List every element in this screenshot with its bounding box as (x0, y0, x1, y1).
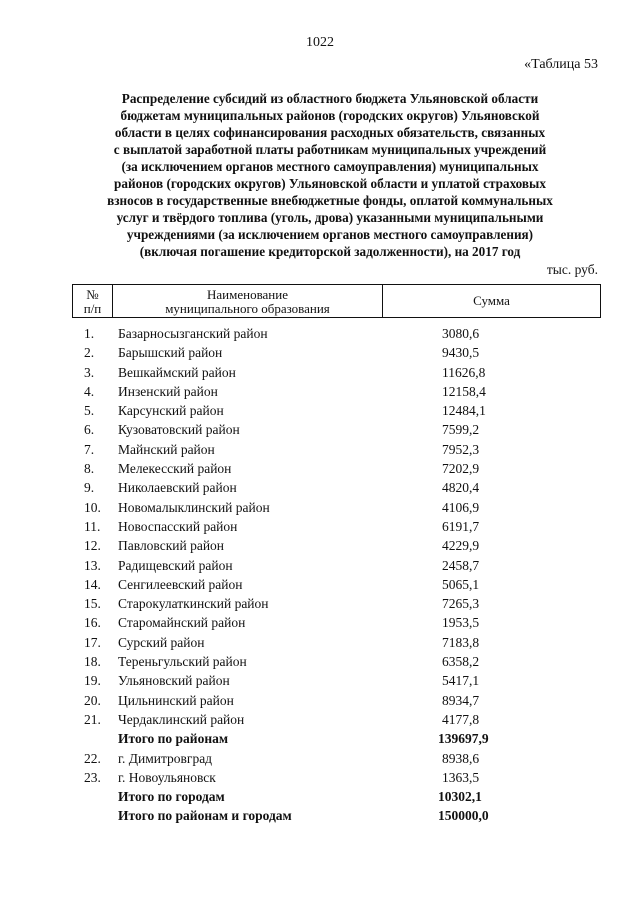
row-sum: 7599,2 (442, 422, 480, 438)
row-name: Старокулаткинский район (118, 596, 269, 612)
row-number: 19. (84, 673, 101, 689)
row-sum: 10302,1 (438, 789, 482, 805)
table-row (72, 324, 601, 343)
row-name: Кузоватовский район (118, 422, 240, 438)
table-row (72, 633, 601, 652)
row-sum: 4229,9 (442, 538, 480, 554)
row-number: 12. (84, 538, 101, 554)
table-row (72, 420, 601, 439)
header-name-line1: Наименование (207, 287, 288, 302)
row-sum: 7265,3 (442, 596, 480, 612)
row-sum: 6191,7 (442, 518, 480, 534)
row-name: Тереньгульский район (118, 654, 247, 670)
header-name-line2: муниципального образования (165, 301, 330, 316)
total-row (72, 806, 601, 825)
title-line: с выплатой заработной платы работникам муниципальных учреждений (113, 142, 547, 157)
row-name: Мелекесский район (118, 461, 232, 477)
table-row (72, 343, 601, 362)
row-name: Николаевский район (118, 480, 237, 496)
table-row (72, 478, 601, 497)
row-sum: 3080,6 (442, 326, 480, 341)
table-reference: «Таблица 53 (524, 57, 598, 72)
row-number: 15. (84, 596, 101, 612)
title-line: Распределение субсидий из областного бюджета Ульяновской области (121, 91, 539, 106)
row-name: Цильнинский район (118, 692, 234, 708)
row-sum: 8934,7 (442, 692, 480, 708)
row-sum: 150000,0 (438, 808, 489, 824)
table-row (72, 440, 601, 459)
table-row (72, 556, 601, 575)
row-number: 4. (84, 383, 95, 399)
row-name: Майнский район (118, 441, 215, 457)
table-header (72, 284, 601, 318)
row-sum: 4820,4 (442, 480, 480, 496)
row-number: 2. (84, 345, 95, 361)
table-row (72, 575, 601, 594)
title-line: бюджетам муниципальных районов (городских округов) Ульяновской (120, 108, 540, 123)
row-sum: 5065,1 (442, 576, 480, 592)
row-name: Базарносызганский район (118, 326, 268, 341)
header-number-column (73, 285, 113, 317)
row-number: 8. (84, 461, 95, 477)
row-sum: 5417,1 (442, 673, 480, 689)
header-sum-column: Сумма (473, 293, 510, 308)
row-sum: 2458,7 (442, 557, 480, 573)
title-line: учреждениями (за исключением органов местного самоуправления) (126, 227, 534, 242)
row-name: Сенгилеевский район (118, 576, 243, 592)
row-name: Итого по районам и городам (118, 808, 292, 824)
row-sum: 4106,9 (442, 499, 480, 515)
table-row (72, 594, 601, 613)
row-number: 16. (84, 615, 101, 631)
total-row (72, 787, 601, 806)
row-name: Инзенский район (118, 383, 218, 399)
row-number: 22. (84, 750, 101, 766)
row-sum: 11626,8 (442, 364, 486, 380)
table-row (72, 613, 601, 632)
row-number: 23. (84, 769, 101, 785)
table-row (72, 671, 601, 690)
row-name: Радищевский район (118, 557, 233, 573)
row-number: 20. (84, 692, 101, 708)
header-name-column (113, 285, 383, 317)
title-line: (включая погашение кредиторской задолженности), на 2017 год (139, 244, 521, 259)
row-name: г. Димитровград (118, 750, 213, 766)
table-row (72, 363, 601, 382)
table-body (72, 324, 601, 826)
header-number-line1: № (86, 287, 99, 302)
row-name: Итого по районам (118, 731, 229, 747)
table-row (72, 401, 601, 420)
table-row (72, 498, 601, 517)
row-sum: 12484,1 (442, 403, 486, 419)
title-line: (за исключением органов местного самоуправления) муниципальных (121, 159, 539, 174)
row-number: 7. (84, 441, 95, 457)
title-line: области в целях софинансирования расходных обязательств, связанных (114, 125, 546, 140)
row-name: Новоспасский район (118, 518, 238, 534)
row-name: Новомалыклинский район (118, 499, 270, 515)
row-sum: 139697,9 (438, 731, 489, 747)
table-row (72, 691, 601, 710)
row-sum: 4177,8 (442, 711, 480, 727)
total-row (72, 729, 601, 748)
table-row (72, 536, 601, 555)
row-name: Итого по городам (118, 789, 225, 805)
row-sum: 7202,9 (442, 461, 480, 477)
row-sum: 12158,4 (442, 383, 486, 399)
page-number: 1022 (306, 35, 334, 50)
row-name: Чердаклинский район (118, 711, 245, 727)
row-sum: 1953,5 (442, 615, 480, 631)
row-number: 1. (84, 326, 95, 341)
table-row (72, 517, 601, 536)
row-number: 3. (84, 364, 95, 380)
row-sum: 6358,2 (442, 654, 480, 670)
row-name: Барышский район (118, 345, 223, 361)
row-name: Ульяновский район (118, 673, 230, 689)
table-row (72, 652, 601, 671)
row-number: 9. (84, 480, 95, 496)
title-line: услуг и твёрдого топлива (уголь, дрова) указанными муниципальными (116, 210, 544, 225)
row-number: 14. (84, 576, 101, 592)
row-name: Вешкаймский район (118, 364, 236, 380)
row-sum: 1363,5 (442, 769, 480, 785)
row-number: 10. (84, 499, 101, 515)
row-number: 18. (84, 654, 101, 670)
row-sum: 8938,6 (442, 750, 480, 766)
row-sum: 7952,3 (442, 441, 480, 457)
row-name: Старомайнский район (118, 615, 246, 631)
table-row (72, 768, 601, 787)
header-number-line2: п/п (83, 301, 102, 316)
row-number: 17. (84, 634, 101, 650)
table-row (72, 459, 601, 478)
row-name: Сурский район (118, 634, 205, 650)
table-row (72, 382, 601, 401)
document-title (80, 90, 580, 260)
row-number: 13. (84, 557, 101, 573)
row-name: г. Новоульяновск (118, 769, 216, 785)
row-number: 6. (84, 422, 95, 438)
row-sum: 7183,8 (442, 634, 480, 650)
title-line: районов (городских округов) Ульяновской области и уплатой страховых (114, 176, 546, 191)
table-row (72, 749, 601, 768)
title-line: взносов в государственные внебюджетные фонды, оплатой коммунальных (107, 193, 553, 208)
row-sum: 9430,5 (442, 345, 480, 361)
units-label: тыс. руб. (546, 262, 598, 277)
row-name: Карсунский район (118, 403, 224, 419)
row-number: 5. (84, 403, 95, 419)
row-number: 11. (84, 518, 101, 534)
table-row (72, 710, 601, 729)
row-name: Павловский район (118, 538, 225, 554)
row-number: 21. (84, 711, 101, 727)
